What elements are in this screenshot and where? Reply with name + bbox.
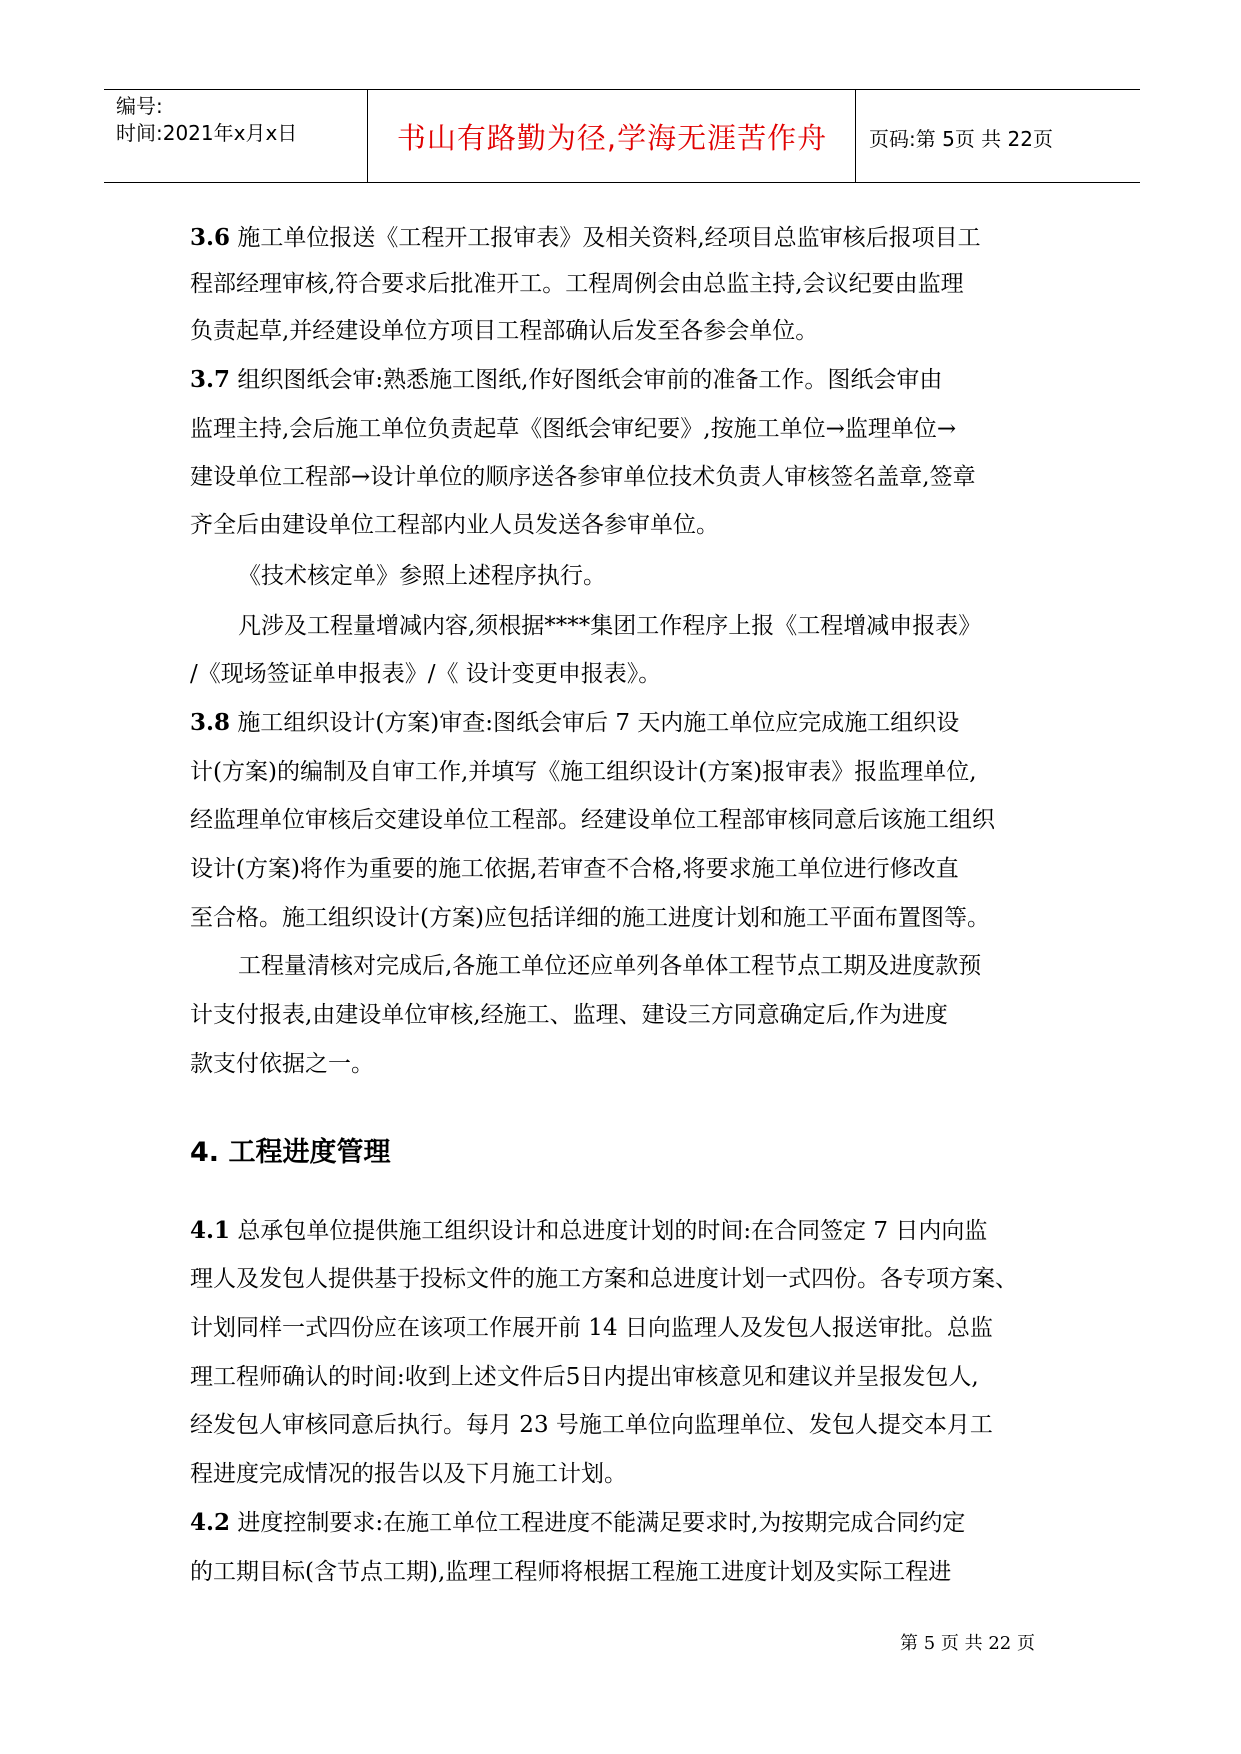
section-number: 3.7	[190, 366, 231, 393]
section-text: 施工单位报送《工程开工报审表》及相关资料,经项目总监审核后报项目工	[230, 225, 981, 251]
page-footer: 第 5 页 共 22 页	[900, 1633, 1035, 1654]
section-text: 施工组织设计(方案)审查:图纸会审后 7 天内施工单位应完成施工组织设	[230, 710, 960, 736]
section-3-8-line-3: 经监理单位审核后交建设单位工程部。经建设单位工程部审核同意后该施工组织	[190, 807, 995, 833]
section-3-7-line-2: 监理主持,会后施工单位负责起草《图纸会审纪要》,按施工单位→监理单位→	[190, 416, 957, 442]
section-4-1-line-6: 程进度完成情况的报告以及下月施工计划。	[190, 1461, 627, 1487]
section-3-7-line-4: 齐全后由建设单位工程部内业人员发送各参审单位。	[190, 512, 719, 538]
paragraph-quantity-line-1: 凡涉及工程量增减内容,须根据****集团工作程序上报《工程增减申报表》	[238, 613, 982, 639]
section-4-2-line-1	[190, 1508, 965, 1538]
section-4-1-line-5: 经发包人审核同意后执行。每月 23 号施工单位向监理单位、发包人提交本月工	[190, 1412, 993, 1438]
section-3-8-line-4: 设计(方案)将作为重要的施工依据,若审查不合格,将要求施工单位进行修改直	[190, 856, 959, 882]
header-top-rule	[104, 89, 1140, 90]
paragraph-payment-line-2: 计支付报表,由建设单位审核,经施工、监理、建设三方同意确定后,作为进度	[190, 1002, 948, 1028]
section-4-1-line-3: 计划同样一式四份应在该项工作展开前 14 日向监理人及发包人报送审批。总监	[190, 1315, 993, 1341]
section-4-1-line-4: 理工程师确认的时间:收到上述文件后5日内提出审核意见和建议并呈报发包人,	[190, 1364, 979, 1390]
section-4-1-line-2: 理人及发包人提供基于投标文件的施工方案和总进度计划一式四份。各专项方案、	[190, 1266, 1018, 1292]
section-number: 4.1	[190, 1217, 231, 1244]
header-time: 时间:2021年x月x日	[116, 121, 298, 145]
header-motto: 书山有路勤为径,学海无涯苦作舟	[396, 121, 828, 155]
section-text: 进度控制要求:在施工单位工程进度不能满足要求时,为按期完成合同约定	[230, 1510, 966, 1536]
section-4-2-line-2: 的工期目标(含节点工期),监理工程师将根据工程施工进度计划及实际工程进	[190, 1559, 952, 1585]
paragraph-tech-approval: 《技术核定单》参照上述程序执行。	[238, 563, 606, 589]
section-number: 3.8	[190, 709, 231, 736]
header-serial: 编号:	[116, 94, 163, 118]
section-3-8-line-2: 计(方案)的编制及自审工作,并填写《施工组织设计(方案)报审表》报监理单位,	[190, 759, 977, 785]
header-page-info: 页码:第 5页 共 22页	[869, 127, 1053, 151]
header-bottom-rule	[104, 182, 1140, 183]
header-divider-right	[855, 89, 856, 183]
section-3-7-line-3: 建设单位工程部→设计单位的顺序送各参审单位技术负责人审核签名盖章,签章	[190, 464, 976, 490]
section-3-6-line-3: 负责起草,并经建设单位方项目工程部确认后发至各参会单位。	[190, 318, 819, 344]
section-number: 4.2	[190, 1509, 231, 1536]
section-3-6-line-2: 程部经理审核,符合要求后批准开工。工程周例会由总监主持,会议纪要由监理	[190, 271, 964, 297]
section-heading-4: 4. 工程进度管理	[190, 1137, 391, 1168]
section-4-1-line-1	[190, 1216, 987, 1246]
section-3-6-line-1	[190, 223, 981, 253]
header-divider-left	[367, 89, 368, 183]
section-3-7-line-1	[190, 365, 942, 395]
section-text: 总承包单位提供施工组织设计和总进度计划的时间:在合同签定 7 日内向监	[230, 1218, 988, 1244]
section-text: 组织图纸会审:熟悉施工图纸,作好图纸会审前的准备工作。图纸会审由	[230, 367, 943, 393]
paragraph-quantity-line-2: /《现场签证单申报表》/《 设计变更申报表》。	[190, 661, 662, 687]
paragraph-payment-line-3: 款支付依据之一。	[190, 1051, 374, 1077]
section-3-8-line-5: 至合格。施工组织设计(方案)应包括详细的施工进度计划和施工平面布置图等。	[190, 905, 990, 931]
section-number: 3.6	[190, 224, 231, 251]
paragraph-payment-line-1: 工程量清核对完成后,各施工单位还应单列各单体工程节点工期及进度款预	[238, 953, 982, 979]
section-3-8-line-1	[190, 708, 959, 738]
